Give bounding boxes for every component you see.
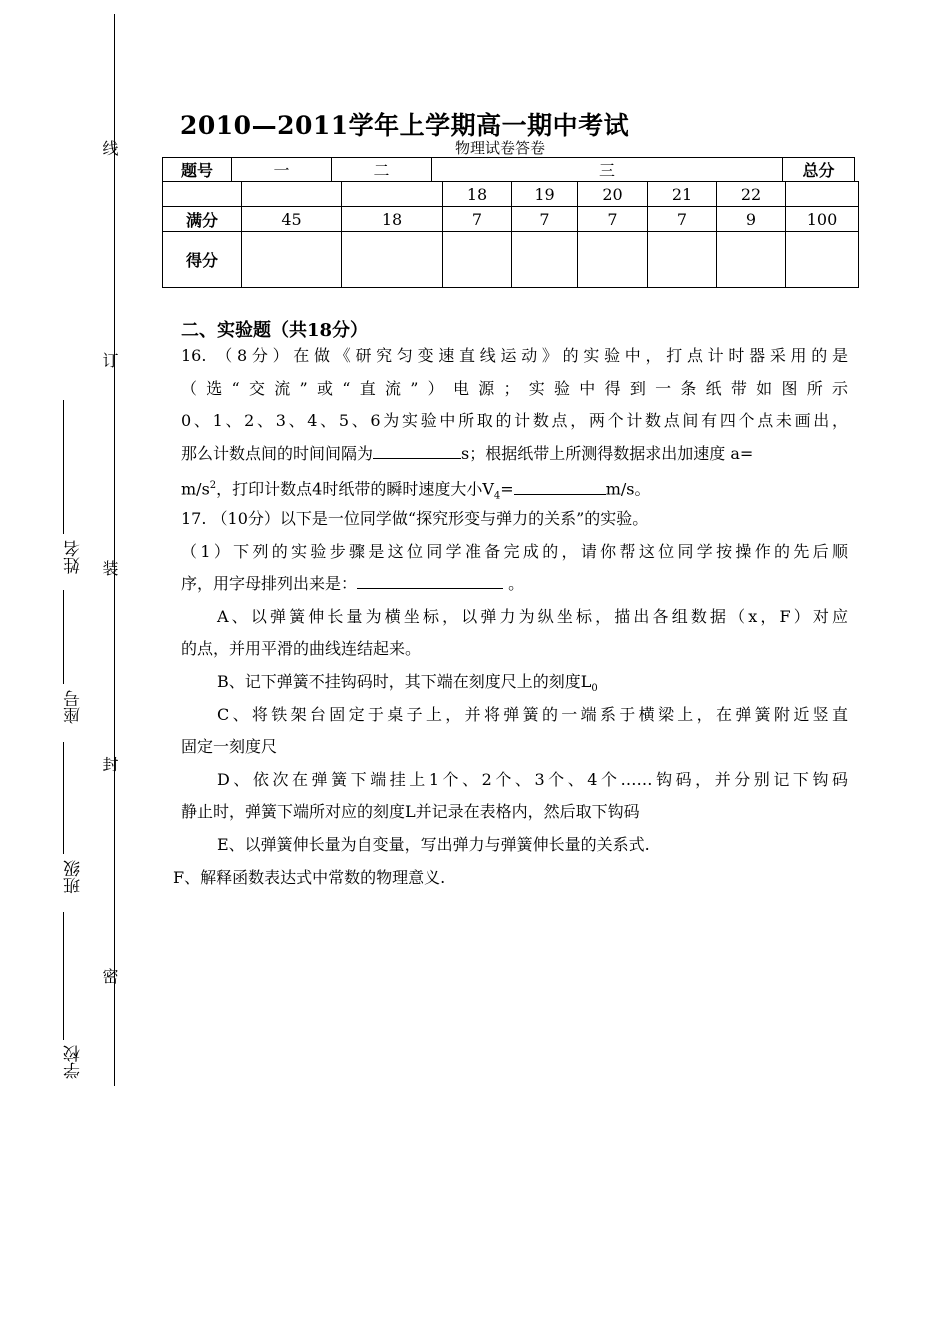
full-score-20: 7 [578, 207, 648, 232]
score-table [162, 181, 859, 288]
binding-line [114, 14, 115, 1086]
empty-cell [342, 182, 443, 207]
section-one: 一 [232, 158, 332, 182]
q16-line-2: （选“交流”或“直流”）电源；实验中得到一条纸带如图所示 [181, 378, 848, 398]
score-input-20[interactable] [578, 232, 648, 288]
empty-cell [163, 182, 242, 207]
step-a-line-2: 的点，并用平滑的曲线连结起来。 [181, 639, 422, 659]
score-input-one[interactable] [242, 232, 342, 288]
exam-subtitle: 物理试卷答卷 [455, 139, 546, 157]
velocity-unit: m/s。 [605, 479, 651, 499]
section-heading: 二、实验题（共18分） [181, 320, 369, 341]
full-score-22: 9 [717, 207, 786, 232]
section-three: 三 [432, 158, 783, 182]
question-20: 20 [578, 182, 648, 207]
full-score-two: 18 [342, 207, 443, 232]
step-b-subscript: 0 [591, 683, 598, 695]
step-e: E、以弹簧伸长量为自变量，写出弹力与弹簧伸长量的关系式. [217, 834, 650, 854]
section-two: 二 [332, 158, 432, 182]
score-input-total[interactable] [786, 232, 859, 288]
step-b-text: B、记下弹簧不挂钩码时，其下端在刻度尺上的刻度L [217, 671, 592, 691]
question-18: 18 [443, 182, 512, 207]
name-label: 姓名 [64, 540, 84, 574]
unit-superscript: 2 [209, 480, 217, 492]
empty-cell [242, 182, 342, 207]
q16-acceleration-text: s；根据纸带上所测得数据求出加速度 a= [461, 443, 754, 463]
seat-field[interactable] [63, 590, 84, 684]
full-score-18: 7 [443, 207, 512, 232]
velocity-blank[interactable] [514, 476, 606, 495]
q16-line-4 [181, 438, 848, 471]
score-input-22[interactable] [717, 232, 786, 288]
exam-title: 2010—2011学年上学期高一期中考试 [180, 111, 630, 140]
q16-interval-text: 那么计数点间的时间间隔为 [181, 443, 374, 463]
velocity-subscript: 4 [493, 490, 501, 502]
q16-line-1: 16. （8分）在做《研究匀变速直线运动》的实验中，打点计时器采用的是 [181, 346, 848, 365]
question-body [173, 340, 848, 894]
order-prompt: 序，用字母排列出来是： [181, 574, 358, 594]
full-score-one: 45 [242, 207, 342, 232]
seal-char-mi: 密 [100, 968, 119, 984]
class-label: 班级 [64, 860, 84, 894]
score-input-21[interactable] [648, 232, 717, 288]
school-label: 学校 [64, 1045, 84, 1079]
seat-label: 座号 [64, 690, 84, 724]
obtained-score-label: 得分 [163, 232, 242, 288]
step-d-line-1: D、依次在弹簧下端挂上1个、2个、3个、4个……钩码，并分别记下钩码 [217, 769, 848, 789]
class-field[interactable] [63, 742, 84, 854]
score-input-19[interactable] [512, 232, 578, 288]
question-22: 22 [717, 182, 786, 207]
seal-char-ding: 订 [100, 352, 119, 368]
question-19: 19 [512, 182, 578, 207]
q17-line-1: 17. （10分）以下是一位同学做“探究形变与弹力的关系”的实验。 [181, 508, 649, 528]
step-c-line-2: 固定一刻度尺 [181, 737, 278, 757]
step-c-line-1: C、将铁架台固定于桌子上，并将弹簧的一端系于横梁上，在弹簧附近竖直 [217, 704, 848, 724]
school-field[interactable] [63, 912, 84, 1040]
empty-cell [786, 182, 859, 207]
step-d-line-2: 静止时，弹簧下端所对应的刻度L并记录在表格内，然后取下钩码 [181, 802, 640, 822]
order-blank[interactable] [357, 570, 503, 589]
score-input-18[interactable] [443, 232, 512, 288]
q16-line-3: 0、1、2、3、4、5、6为实验中所取的计数点，两个计数点间有四个点未画出， [181, 411, 848, 431]
seal-char-line: 线 [100, 140, 119, 156]
seal-char-zhuang: 装 [100, 560, 119, 576]
score-table-header [162, 157, 855, 182]
step-f: F、解释函数表达式中常数的物理意义. [173, 867, 446, 887]
unit-text: m/s [181, 479, 210, 499]
step-a-line-1: A、以弹簧伸长量为横坐标，以弹力为纵坐标，描出各组数据（x，F）对应 [217, 606, 848, 626]
time-interval-blank[interactable] [373, 440, 461, 459]
question-21: 21 [648, 182, 717, 207]
step-b [181, 666, 848, 699]
total-label: 总分 [783, 158, 855, 182]
full-score-19: 7 [512, 207, 578, 232]
name-field[interactable] [63, 400, 84, 534]
velocity-text: ，打印计数点4时纸带的瞬时速度大小V [216, 479, 494, 499]
equals-sign: = [500, 479, 514, 499]
full-score-total: 100 [786, 207, 859, 232]
question-number-label: 题号 [163, 158, 232, 182]
order-period: 。 [503, 574, 525, 594]
full-score-label: 满分 [163, 207, 242, 232]
q17-part1-line-2 [181, 568, 848, 601]
seal-char-feng: 封 [100, 756, 119, 772]
full-score-21: 7 [648, 207, 717, 232]
score-input-two[interactable] [342, 232, 443, 288]
q17-part1-line-1: （1）下列的实验步骤是这位同学准备完成的，请你帮这位同学按操作的先后顺 [181, 541, 848, 561]
q16-line-5 [181, 470, 848, 503]
